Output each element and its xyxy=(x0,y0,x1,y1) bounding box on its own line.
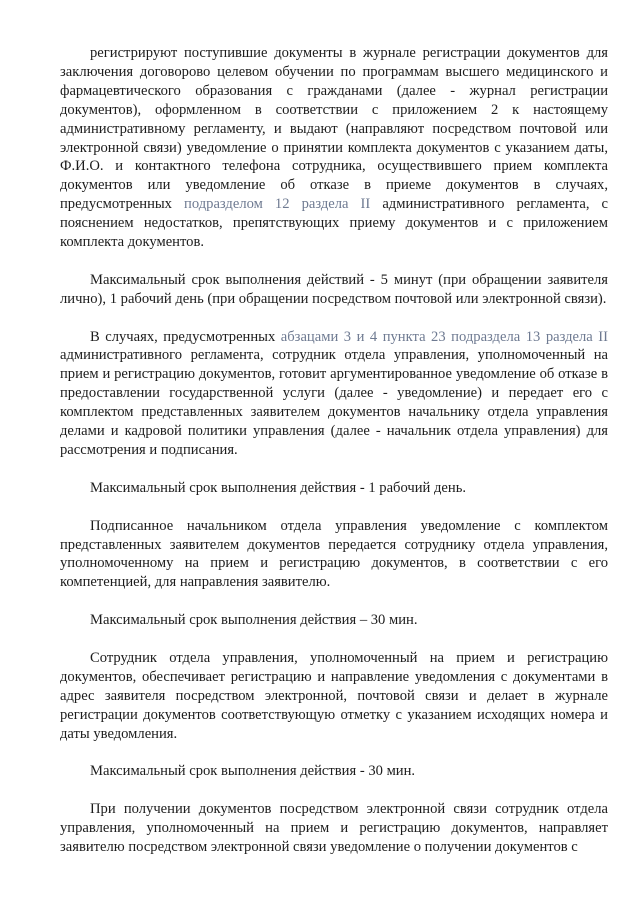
paragraph-text: Максимальный срок выполнения действия - 30 мин. xyxy=(90,763,416,780)
paragraph-text: регистрируют поступившие документы в журнале регистрации документов для заключения договорово целевом обучении по программам высшего медицинского и фармацевтического образования с гражданами (далее - журнал регистрации документов), оформленном в соответствии с приложением 2 к настоящему административному регламенту, и выдают (направляют посредством почтовой или электронной связи) уведомление о принятии комплекта документов с указанием даты, Ф.И.О. и контактного телефона сотрудника, осуществившего прием комплекта документов или уведомление об отказе в приеме документов в случаях, предусмотренных xyxy=(60,45,608,213)
section-reference-link[interactable]: подразделом 12 раздела II xyxy=(184,196,371,213)
paragraph-refusal-cases xyxy=(60,328,608,460)
paragraph-text: При получении документов посредством электронной связи сотрудник отдела управления, уполномоченный на прием и регистрацию документов, направляет заявителю посредством электронной связи уведомление о получении документов с xyxy=(60,801,608,855)
paragraph-electronic-receipt xyxy=(60,800,608,857)
paragraph-text: Максимальный срок выполнения действия – 30 мин. xyxy=(90,612,418,629)
paragraph-deadline-30-min-2 xyxy=(60,762,608,781)
paragraph-text: В случаях, предусмотренных xyxy=(90,328,281,345)
paragraph-deadline-30-min xyxy=(60,611,608,630)
section-reference-link[interactable]: абзацами 3 и 4 пункта 23 подраздела 13 раздела II xyxy=(280,328,608,345)
paragraph-text: административного регламента, сотрудник отдела управления, уполномоченный на прием и регистрацию документов, готовит аргументированное уведомление об отказе в предоставлении государственной услуги (далее - уведомление) и передает его с комплектом представленных заявителем документов начальнику отдела управления делами и кадровой политики управления (далее - начальник отдела управления) для рассмотрения и подписания. xyxy=(60,347,608,458)
paragraph-text: Сотрудник отдела управления, уполномоченный на прием и регистрацию документов, обеспечивает регистрацию и направление уведомления с документами в адрес заявителя посредством электронной, почтовой связи и делает в журнале регистрации документов соответствующую отметку с указанием исходящих номера и даты уведомления. xyxy=(60,649,608,742)
paragraph-notice-dispatch xyxy=(60,649,608,744)
paragraph-deadline-5-min xyxy=(60,271,608,309)
paragraph-registration xyxy=(60,44,608,252)
paragraph-text: Максимальный срок выполнения действия - 1 рабочий день. xyxy=(90,479,467,496)
paragraph-text: Максимальный срок выполнения действий - 5 минут (при обращении заявителя лично), 1 рабочий день (при обращении посредством почтовой или электронной связи). xyxy=(60,271,608,307)
paragraph-signed-notice xyxy=(60,517,608,593)
document-page xyxy=(60,44,608,876)
paragraph-deadline-1-day xyxy=(60,479,608,498)
paragraph-text: Подписанное начальником отдела управления уведомление с комплектом представленных заявителем документов передается сотруднику отдела управления, уполномоченному на прием и регистрацию документов, в соответствии с его компетенцией, для направления заявителю. xyxy=(60,517,608,591)
paragraph-text: административного регламента, с пояснением недостатков, препятствующих приему документов и с приложением комплекта документов. xyxy=(60,196,608,251)
